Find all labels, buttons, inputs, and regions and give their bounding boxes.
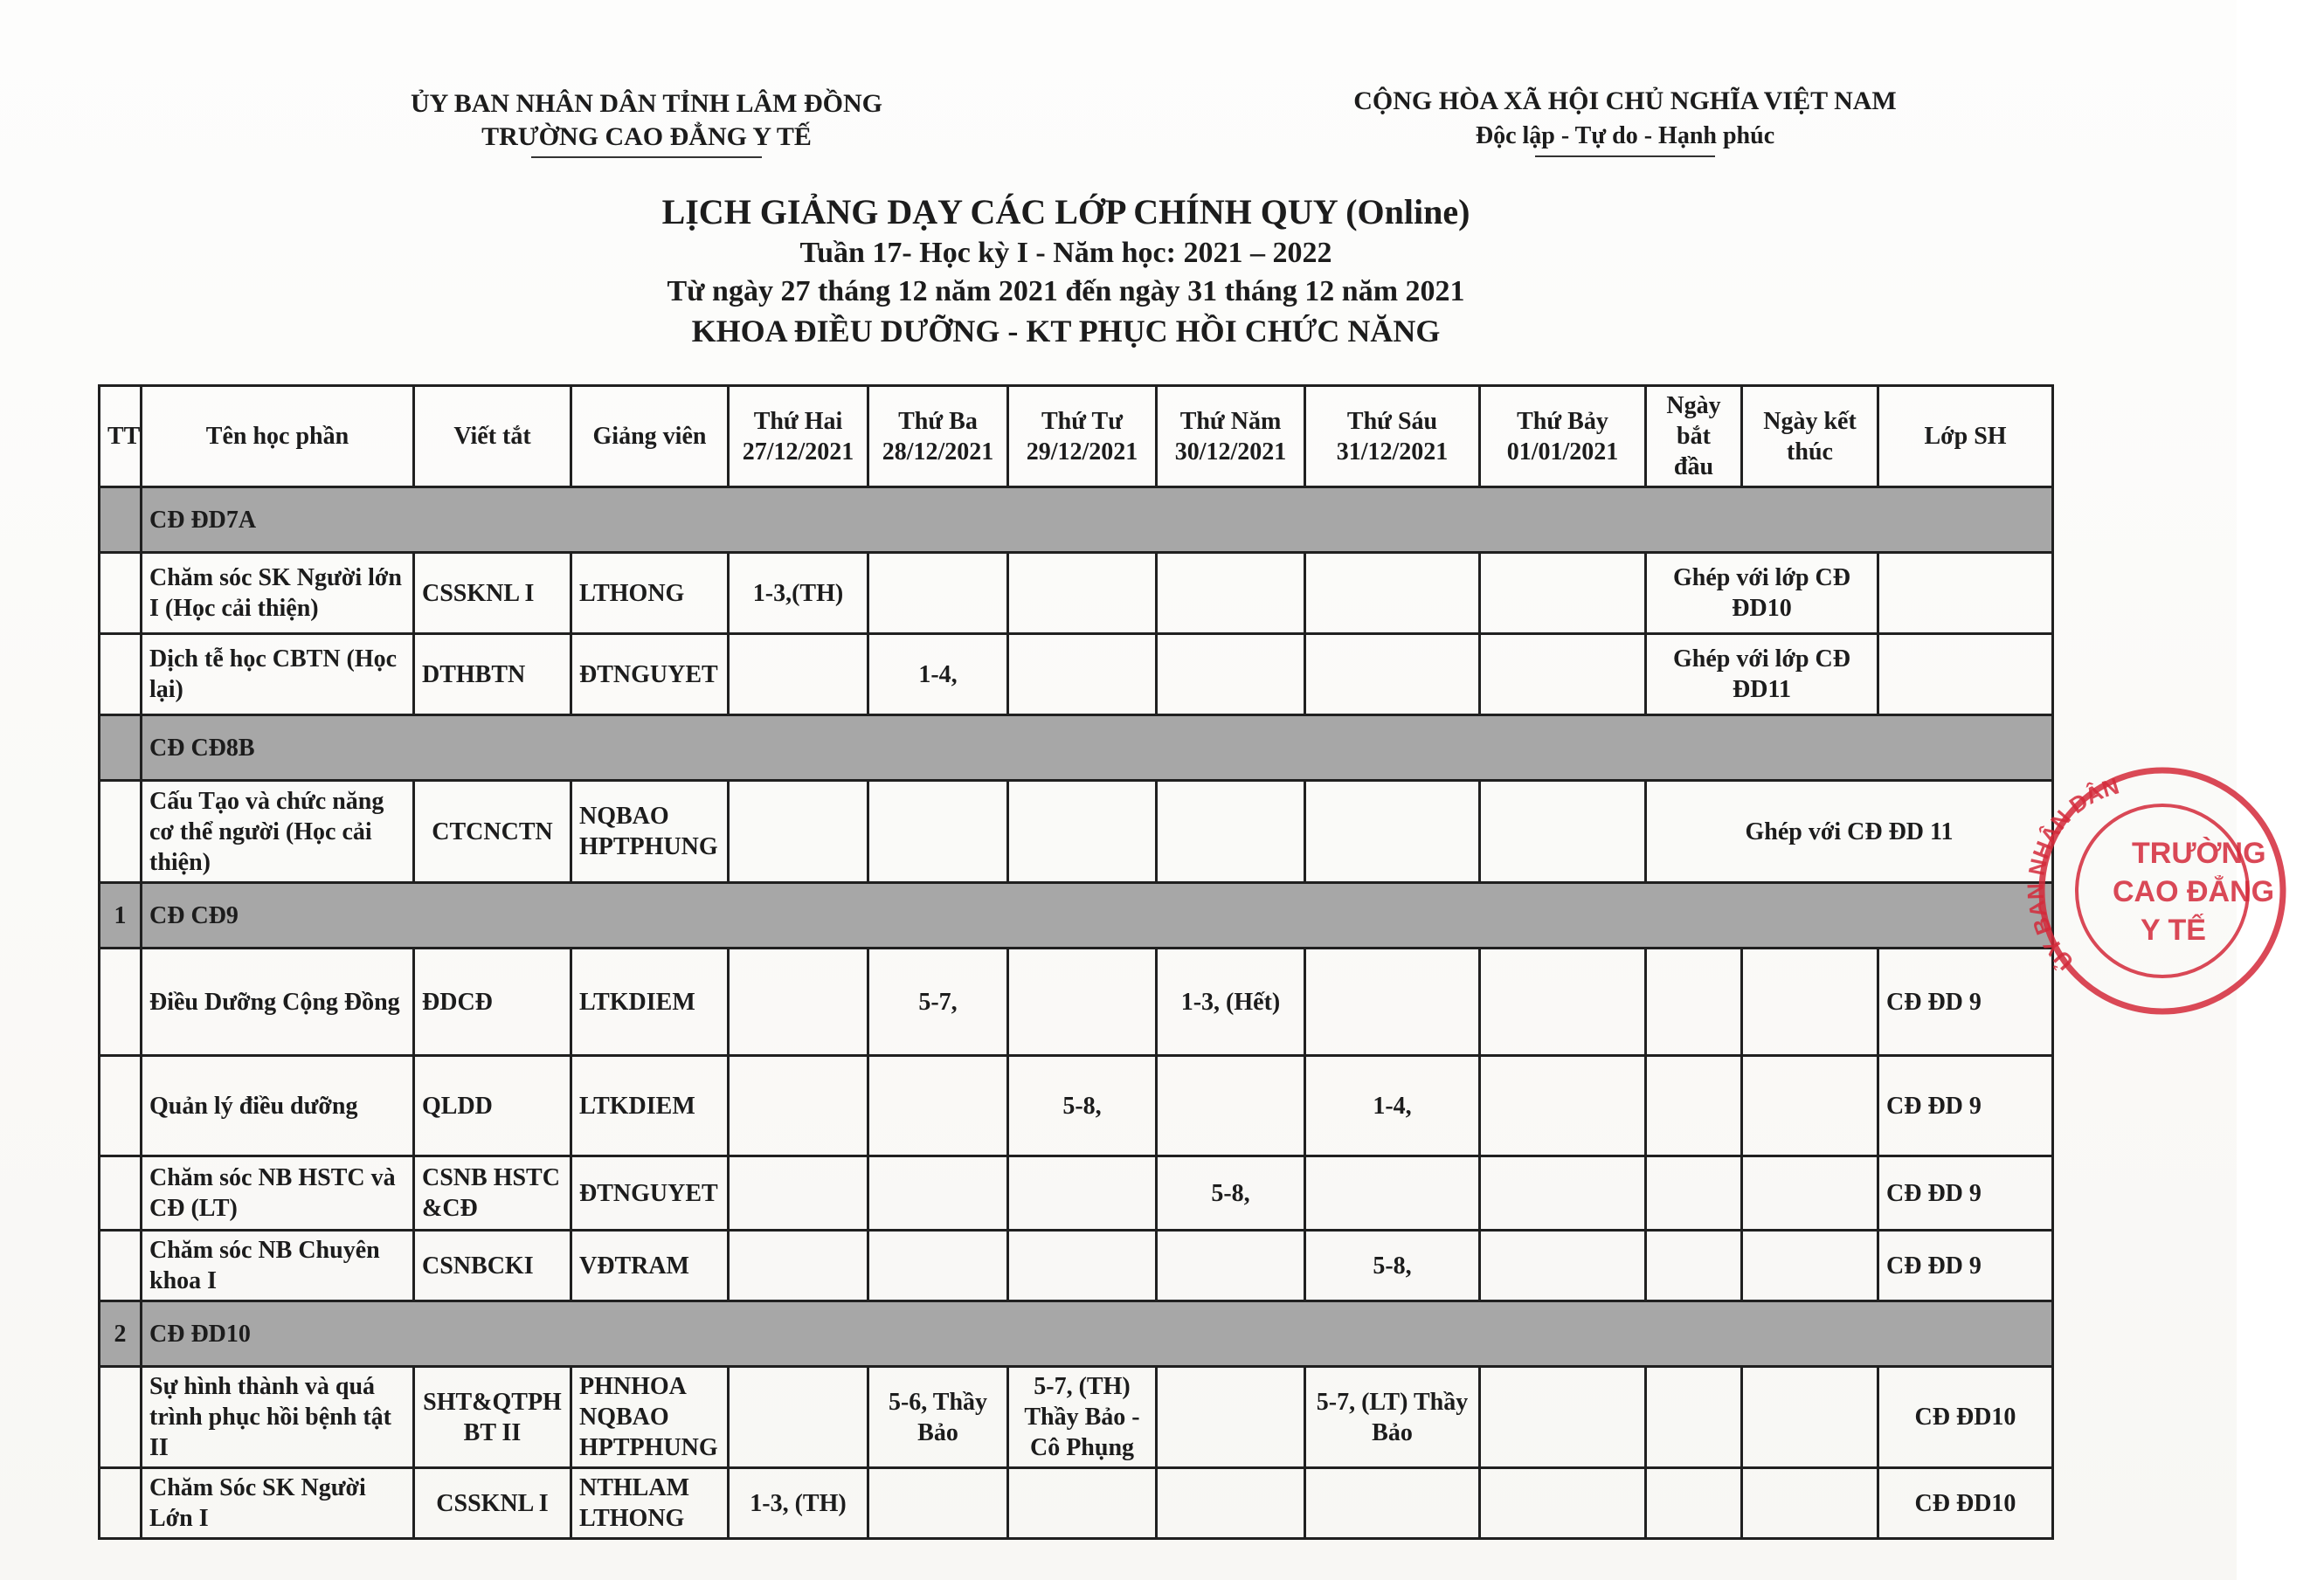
- authority-name: ỦY BAN NHÂN DÂN TỈNH LÂM ĐỒNG: [410, 89, 882, 118]
- thu-cell: [1157, 1468, 1305, 1539]
- start-cell: [1646, 1056, 1742, 1156]
- date-range-line: Từ ngày 27 tháng 12 năm 2021 đến ngày 31 tháng 12 năm 2021: [667, 275, 1465, 308]
- mon-cell: [729, 1367, 868, 1468]
- table-row: [100, 1231, 2053, 1301]
- tue-cell: 5-7,: [868, 949, 1008, 1056]
- seal-line-3: Y TẾ: [2141, 914, 2206, 947]
- table-row: [100, 634, 2053, 715]
- tue-cell: [868, 781, 1008, 883]
- group-row: [100, 487, 2053, 553]
- school-name: TRƯỜNG CAO ĐẲNG Y TẾ: [481, 121, 812, 154]
- faculty-line: KHOA ĐIỀU DƯỠNG - KT PHỤC HỒI CHỨC NĂNG: [691, 314, 1441, 349]
- thu-cell: [1157, 1231, 1305, 1301]
- seal-line-2: CAO ĐẲNG: [2113, 875, 2275, 908]
- lecturer-cell: LTHONG: [571, 553, 729, 634]
- header-day-name: Thứ Năm: [1179, 407, 1282, 435]
- header-tt: TT: [100, 386, 142, 487]
- wed-cell: 5-7, (TH) Thầy Bảo - Cô Phụng: [1008, 1367, 1157, 1468]
- abbr-cell: CSNB HSTC &CĐ: [414, 1156, 571, 1231]
- abbr-cell: SHT&QTPH BT II: [414, 1367, 571, 1468]
- table-row: [100, 949, 2053, 1056]
- sat-cell: [1480, 781, 1646, 883]
- header-day-name: Thứ Ba: [898, 407, 978, 435]
- course-cell: Chăm sóc NB Chuyên khoa I: [142, 1231, 414, 1301]
- fri-cell: [1305, 1468, 1480, 1539]
- header-day-name: Thứ Sáu: [1346, 407, 1438, 435]
- fri-cell: 5-8,: [1305, 1231, 1480, 1301]
- lecturer-cell: NQBAO HPTPHUNG: [571, 781, 729, 883]
- fri-cell: 5-7, (LT) Thầy Bảo: [1305, 1367, 1480, 1468]
- header-day-name: Thứ Hai: [753, 407, 843, 435]
- lecturer-cell: ĐTNGUYET: [571, 1156, 729, 1231]
- wed-cell: [1008, 1468, 1157, 1539]
- table-row: [100, 1156, 2053, 1231]
- class-cell: CĐ ĐD 9: [1878, 1231, 2053, 1301]
- seal-icon: [2009, 760, 2324, 1022]
- end-cell: [1742, 949, 1878, 1056]
- mon-cell: [729, 634, 868, 715]
- group-name: CĐ CĐ8B: [142, 715, 2053, 781]
- header-class: Lớp SH: [1878, 386, 2053, 487]
- group-tt: 1: [100, 883, 142, 949]
- wed-cell: [1008, 1231, 1157, 1301]
- class-cell: CĐ ĐD 9: [1878, 949, 2053, 1056]
- lecturer-cell: NTHLAM LTHONG: [571, 1468, 729, 1539]
- header-course: Tên học phần: [142, 386, 414, 487]
- schedule-table: [98, 384, 2054, 1540]
- mon-cell: [729, 1156, 868, 1231]
- class-cell: [1878, 553, 2053, 634]
- sat-cell: [1480, 1468, 1646, 1539]
- seal-arc-text: ỦY BAN NHÂN DÂN: [2022, 772, 2122, 976]
- mon-cell: [729, 1056, 868, 1156]
- course-cell: Điều Dưỡng Cộng Đồng: [142, 949, 414, 1056]
- thu-cell: [1157, 1056, 1305, 1156]
- end-cell: [1742, 1156, 1878, 1231]
- thu-cell: 1-3, (Hết): [1157, 949, 1305, 1056]
- note-cell: Ghép với CĐ ĐD 11: [1646, 781, 2053, 883]
- fri-cell: [1305, 949, 1480, 1056]
- group-tt: 2: [100, 1301, 142, 1367]
- wed-cell: [1008, 553, 1157, 634]
- table-row: [100, 1468, 2053, 1539]
- header-tuesday: [868, 386, 1008, 487]
- thu-cell: [1157, 553, 1305, 634]
- start-cell: [1646, 1231, 1742, 1301]
- table-row: [100, 1367, 2053, 1468]
- header-day-date: 28/12/2021: [882, 438, 994, 466]
- wed-cell: [1008, 634, 1157, 715]
- abbr-cell: CSNBCKI: [414, 1231, 571, 1301]
- group-row: [100, 883, 2053, 949]
- table-header-row: [100, 386, 2053, 487]
- table-row: [100, 553, 2053, 634]
- lecturer-cell: LTKDIEM: [571, 1056, 729, 1156]
- course-cell: Chăm sóc SK Người lớn I (Học cải thiện): [142, 553, 414, 634]
- header-day-date: 01/01/2021: [1506, 438, 1619, 466]
- fri-cell: [1305, 634, 1480, 715]
- class-cell: [1878, 634, 2053, 715]
- table-row: [100, 781, 2053, 883]
- national-motto: Độc lập - Tự do - Hạnh phúc: [1476, 121, 1774, 152]
- fri-cell: [1305, 781, 1480, 883]
- wed-cell: [1008, 1156, 1157, 1231]
- header-thursday: [1157, 386, 1305, 487]
- header-lecturer: Giảng viên: [571, 386, 729, 487]
- fri-cell: [1305, 1156, 1480, 1231]
- course-cell: Cấu Tạo và chức năng cơ thể người (Học cải thiện): [142, 781, 414, 883]
- sat-cell: [1480, 1056, 1646, 1156]
- header-day-name: Thứ Bảy: [1517, 407, 1608, 435]
- course-cell: Chăm Sóc SK Người Lớn I: [142, 1468, 414, 1539]
- svg-text:ỦY BAN NHÂN DÂN: [2022, 772, 2121, 976]
- official-seal-stamp: [2009, 760, 2275, 1022]
- group-tt: [100, 715, 142, 781]
- group-name: CĐ CĐ9: [142, 883, 2053, 949]
- abbr-cell: CSSKNL I: [414, 553, 571, 634]
- group-name: CĐ ĐD7A: [142, 487, 2053, 553]
- lecturer-cell: ĐTNGUYET: [571, 634, 729, 715]
- end-cell: [1742, 1056, 1878, 1156]
- mon-cell: 1-3, (TH): [729, 1468, 868, 1539]
- sat-cell: [1480, 634, 1646, 715]
- thu-cell: [1157, 781, 1305, 883]
- document-titles: [524, 190, 1608, 352]
- header-start-date: Ngày bắt đầu: [1646, 386, 1742, 487]
- sat-cell: [1480, 1367, 1646, 1468]
- wed-cell: [1008, 949, 1157, 1056]
- table-row: [100, 1056, 2053, 1156]
- sat-cell: [1480, 553, 1646, 634]
- lecturer-cell: PHNHOA NQBAO HPTPHUNG: [571, 1367, 729, 1468]
- tue-cell: [868, 1056, 1008, 1156]
- header-friday: [1305, 386, 1480, 487]
- header-abbr: Viết tắt: [414, 386, 571, 487]
- thu-cell: 5-8,: [1157, 1156, 1305, 1231]
- wed-cell: [1008, 781, 1157, 883]
- sat-cell: [1480, 1231, 1646, 1301]
- tue-cell: [868, 1231, 1008, 1301]
- note-cell: Ghép với lớp CĐ ĐD10: [1646, 553, 1878, 634]
- tue-cell: 1-4,: [868, 634, 1008, 715]
- class-cell: CĐ ĐD 9: [1878, 1156, 2053, 1231]
- header-monday: [729, 386, 868, 487]
- course-cell: Dịch tễ học CBTN (Học lại): [142, 634, 414, 715]
- header-day-name: Thứ Tư: [1041, 407, 1124, 435]
- thu-cell: [1157, 634, 1305, 715]
- abbr-cell: CTCNCTN: [414, 781, 571, 883]
- wed-cell: 5-8,: [1008, 1056, 1157, 1156]
- tue-cell: [868, 1468, 1008, 1539]
- fri-cell: 1-4,: [1305, 1056, 1480, 1156]
- start-cell: [1646, 1468, 1742, 1539]
- note-cell: Ghép với lớp CĐ ĐD11: [1646, 634, 1878, 715]
- header-end-date: Ngày kết thúc: [1742, 386, 1878, 487]
- abbr-cell: QLDD: [414, 1056, 571, 1156]
- end-cell: [1742, 1367, 1878, 1468]
- mon-cell: [729, 781, 868, 883]
- class-cell: CĐ ĐD10: [1878, 1468, 2053, 1539]
- lecturer-cell: LTKDIEM: [571, 949, 729, 1056]
- tue-cell: 5-6, Thầy Bảo: [868, 1367, 1008, 1468]
- document-title: LỊCH GIẢNG DẠY CÁC LỚP CHÍNH QUY (Online): [661, 192, 1470, 231]
- sat-cell: [1480, 949, 1646, 1056]
- start-cell: [1646, 1156, 1742, 1231]
- week-line: Tuần 17- Học kỳ I - Năm học: 2021 – 2022: [799, 237, 1332, 269]
- thu-cell: [1157, 1367, 1305, 1468]
- abbr-cell: DTHBTN: [414, 634, 571, 715]
- header-day-date: 31/12/2021: [1336, 438, 1449, 466]
- issuer-header: [332, 87, 961, 153]
- abbr-cell: ĐDCĐ: [414, 949, 571, 1056]
- header-wednesday: [1008, 386, 1157, 487]
- group-name: CĐ ĐD10: [142, 1301, 2053, 1367]
- header-day-date: 27/12/2021: [742, 438, 854, 466]
- end-cell: [1742, 1468, 1878, 1539]
- mon-cell: [729, 1231, 868, 1301]
- class-cell: CĐ ĐD 9: [1878, 1056, 2053, 1156]
- course-cell: Sự hình thành và quá trình phục hồi bệnh tật II: [142, 1367, 414, 1468]
- national-header: [1293, 84, 1957, 152]
- start-cell: [1646, 1367, 1742, 1468]
- group-row: [100, 715, 2053, 781]
- end-cell: [1742, 1231, 1878, 1301]
- course-cell: Quản lý điều dưỡng: [142, 1056, 414, 1156]
- mon-cell: [729, 949, 868, 1056]
- start-cell: [1646, 949, 1742, 1056]
- group-row: [100, 1301, 2053, 1367]
- abbr-cell: CSSKNL I: [414, 1468, 571, 1539]
- seal-line-1: TRƯỜNG: [2132, 837, 2266, 870]
- header-saturday: [1480, 386, 1646, 487]
- fri-cell: [1305, 553, 1480, 634]
- tue-cell: [868, 553, 1008, 634]
- sat-cell: [1480, 1156, 1646, 1231]
- country-name: CỘNG HÒA XÃ HỘI CHỦ NGHĨA VIỆT NAM: [1353, 86, 1897, 115]
- mon-cell: 1-3,(TH): [729, 553, 868, 634]
- group-tt: [100, 487, 142, 553]
- lecturer-cell: VĐTRAM: [571, 1231, 729, 1301]
- header-day-date: 29/12/2021: [1026, 438, 1138, 466]
- header-day-date: 30/12/2021: [1174, 438, 1287, 466]
- tue-cell: [868, 1156, 1008, 1231]
- class-cell: CĐ ĐD10: [1878, 1367, 2053, 1468]
- course-cell: Chăm sóc NB HSTC và CĐ (LT): [142, 1156, 414, 1231]
